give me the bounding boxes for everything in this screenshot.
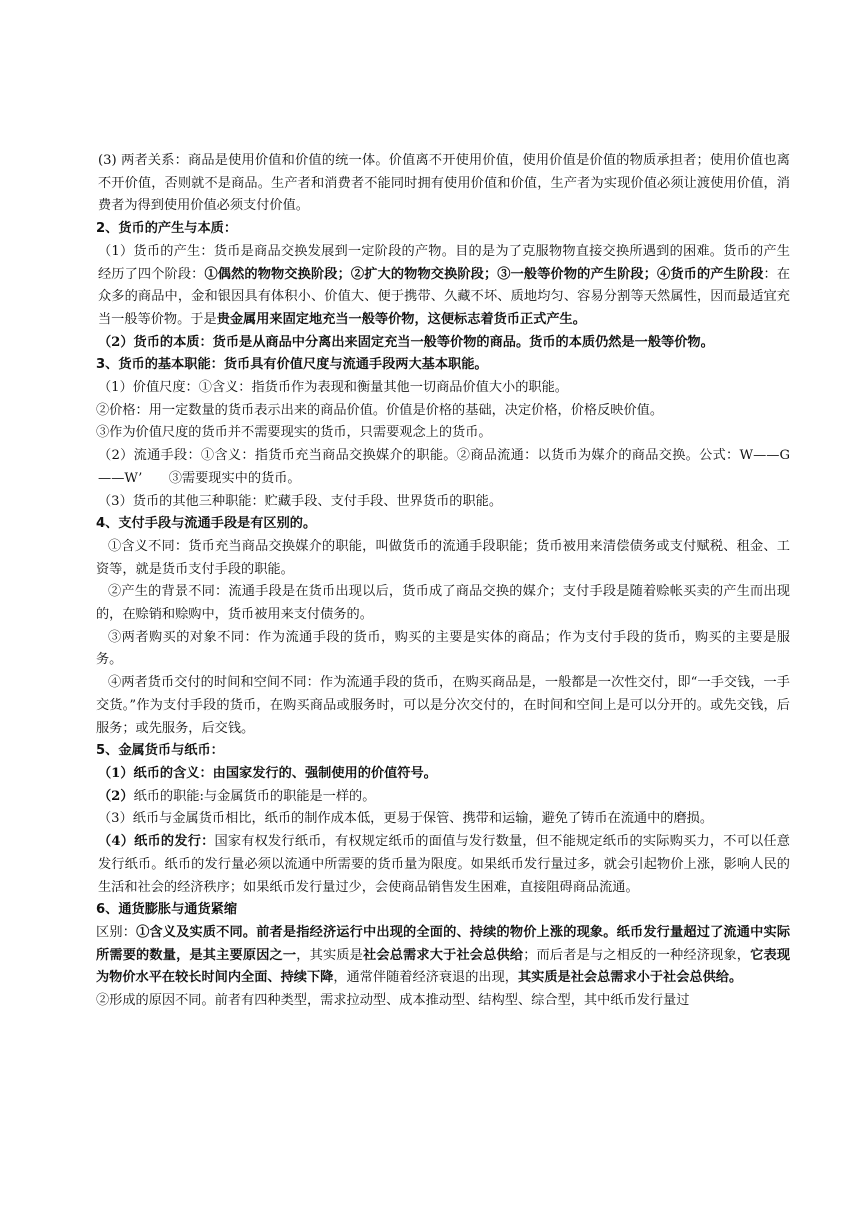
bold-text-run: ①含义及实质不同。前者是指经济运行中出现的全面的、持续的物价上涨的现象。纸币发行量超过了流通中实际所需要的数量，是其主要原因之一: [96, 924, 791, 963]
text-run: ③两者购买的对象不同：作为流通手段的货币，购买的主要是实体的商品；作为支付手段的货币，购买的主要是服务。: [96, 629, 790, 668]
text-run: ②价格：用一定数量的货币表示出来的商品价值。价值是价格的基础，决定价格，价格反映价值。: [96, 402, 664, 418]
paragraph: [96, 332, 790, 355]
paragraph: [96, 990, 790, 1013]
text-run: (3) 两者关系：商品是使用价值和价值的统一体。价值离不开使用价值，使用价值是价值的物质承担者；使用价值也离不开价值，否则就不是商品。生产者和消费者不能同时拥有使用价值和价值，生产者为实现价值必须让渡使用价值，消费者为得到使用价值必须支付价值。: [98, 153, 790, 214]
text-run: 3、货币的基本职能：货币具有价值尺度与流通手段两大基本职能。: [96, 357, 488, 373]
paragraph: [96, 672, 790, 740]
paragraph: [96, 377, 790, 400]
paragraph: [96, 922, 790, 990]
paragraph: [96, 445, 790, 490]
bold-text-run: 它表现为物价水平在较长时间内全面、持续下降: [96, 947, 791, 986]
text-run: （2）流通手段：①含义：指货币充当商品交换媒介的职能。②商品流通：以货币为媒介的商品交换。公式：W——G——W’ ③需要现实中的货币。: [98, 448, 790, 486]
text-run: （1）货币的产生：货币是商品交换发展到一定阶段的产物。目的是为了克服物物直接交换所遇到的困难。货币的产生经历了四个阶段：: [98, 243, 790, 282]
text-run: ②形成的原因不同。前者有四种类型，需求拉动型、成本推动型、结构型、综合型，其中纸币发行量过: [96, 993, 690, 1009]
paragraph: [96, 831, 790, 899]
bold-text-run: （4）纸币的发行：: [98, 834, 215, 850]
text-run: ；而后者是与之相反的一种经济现象，: [523, 947, 751, 963]
text-run: 纸币的职能:与金属货币的职能是一样的。: [133, 788, 376, 804]
section-heading: [96, 354, 790, 377]
section-heading: [96, 513, 790, 536]
text-run: 5、金属货币与纸币：: [96, 743, 224, 759]
text-run: ，通常伴随着经济衰退的出现，: [333, 970, 518, 986]
section-heading: [96, 218, 790, 241]
bold-text-run: ①偶然的物物交换阶段；②扩大的物物交换阶段；③一般等价物的产生阶段；④货币的产生阶段: [204, 266, 764, 282]
section-heading: [96, 740, 790, 763]
text-run: （3）货币的其他三种职能：贮藏手段、支付手段、世界货币的职能。: [98, 493, 503, 509]
paragraph: [96, 786, 790, 809]
text-run: （1）价值尺度：①含义：指货币作为表现和衡量其他一切商品价值大小的职能。: [98, 380, 568, 396]
paragraph: [96, 241, 790, 332]
text-run: ②产生的背景不同：流通手段是在货币出现以后，货币成了商品交换的媒介；支付手段是随着赊帐买卖的产生而出现的，在赊销和赊购中，货币被用来支付债务的。: [96, 584, 790, 623]
paragraph: [96, 491, 790, 514]
bold-text-run: 其实质是社会总需求小于社会总供给。: [518, 970, 743, 986]
text-run: ①含义不同：货币充当商品交换媒介的职能，叫做货币的流通手段职能；货币被用来清偿债务或支付赋税、租金、工资等，就是货币支付手段的职能。: [96, 538, 790, 577]
bold-text-run: （1）纸币的含义：由国家发行的、强制使用的价值符号。: [98, 765, 437, 781]
paragraph: [96, 422, 790, 445]
paragraph: [96, 150, 790, 218]
paragraph: [96, 536, 790, 581]
text-run: ④两者货币交付的时间和空间不同：作为流通手段的货币，在购买商品是，一般都是一次性交付，即“一手交钱，一手交货。”作为支付手段的货币，在购买商品或服务时，可以是分次交付的，在时间和空间上是可以分开的。或先交钱，后服务；或先服务，后交钱。: [96, 675, 790, 736]
text-run: 4、支付手段与流通手段是有区别的。: [96, 516, 317, 532]
document-page: [96, 150, 790, 1013]
text-run: 区别：: [96, 924, 137, 940]
bold-text-run: （2）: [98, 788, 134, 804]
text-run: 2、货币的产生与本质：: [96, 221, 238, 237]
paragraph: [96, 763, 790, 786]
text-run: ：在众多的商品中，金和银因具有体积小、价值大、便于携带、久藏不坏、质地均匀、容易分割等天然属性，因而最适宜充当一般等价物。于是: [98, 266, 791, 327]
bold-text-run: （2）货币的本质：货币是从商品中分离出来固定充当一般等价物的商品。货币的本质仍然是一般等价物。: [98, 334, 714, 350]
text-run: 国家有权发行纸币，有权规定纸币的面值与发行数量，但不能规定纸币的实际购买力，不可以任意发行纸币。纸币的发行量必须以流通中所需要的货币量为限度。如果纸币发行量过多，就会引起物价上涨，影响人民的生活和社会的经济秩序；如果纸币发行量过少，会使商品销售发生困难，直接阻碍商品流通。: [98, 834, 790, 895]
bold-text-run: 社会总需求大于社会总供给: [363, 947, 524, 963]
paragraph: [96, 400, 790, 423]
text-run: 6、通货膨胀与通货紧缩: [96, 902, 238, 918]
section-heading: [96, 899, 790, 922]
text-run: ，其实质是: [296, 947, 363, 963]
text-run: （3）纸币与金属货币相比，纸币的制作成本低，更易于保管、携带和运输，避免了铸币在流通中的磨损。: [98, 811, 714, 827]
text-run: ③作为价值尺度的货币并不需要现实的货币，只需要观念上的货币。: [96, 425, 492, 441]
paragraph: [96, 627, 790, 672]
paragraph: [96, 808, 790, 831]
paragraph: [96, 581, 790, 626]
bold-text-run: 贵金属用来固定地充当一般等价物，这便标志着货币正式产生。: [216, 311, 586, 327]
